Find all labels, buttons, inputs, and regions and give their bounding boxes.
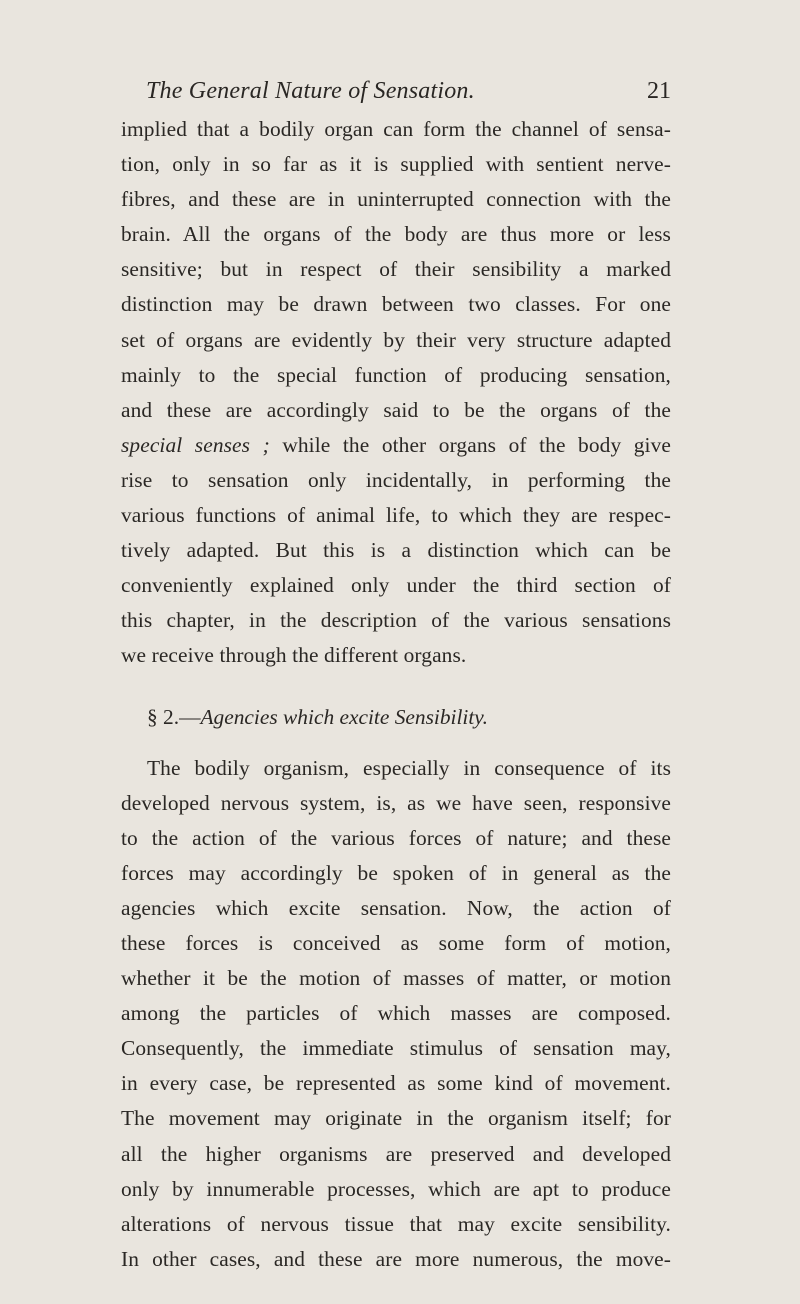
section-heading: [121, 699, 671, 735]
paragraph-1-line: sensitive; but in respect of their sensibility a marked: [121, 257, 671, 282]
paragraph-2-line: to the action of the various forces of nature; and these: [121, 825, 671, 850]
section-number: § 2.—: [147, 704, 201, 729]
paragraph-1-line: and these are accordingly said to be the organs of the: [121, 397, 671, 422]
paragraph-1-line: fibres, and these are in uninterrupted connection with the: [121, 187, 671, 212]
paragraph-2-line: all the higher organisms are preserved and developed: [121, 1141, 671, 1166]
body-text: [121, 112, 671, 1277]
paragraph-2-line: The bodily organism, especially in consequence of its: [147, 755, 671, 780]
running-title: The General Nature of Sensation.: [146, 78, 475, 104]
italic-term: special senses ;: [121, 432, 270, 457]
paragraph-1-line: mainly to the special function of producing sensation,: [121, 362, 671, 387]
paragraph-1-line: set of organs are evidently by their very structure adapted: [121, 327, 671, 352]
running-head: [121, 73, 671, 109]
paragraph-1-line: brain. All the organs of the body are thus more or less: [121, 222, 671, 247]
paragraph-2-line: whether it be the motion of masses of matter, or motion: [121, 966, 671, 991]
paragraph-2-line: developed nervous system, is, as we have seen, responsive: [121, 790, 671, 815]
paragraph-1-line: we receive through the different organs.: [121, 643, 467, 668]
line-remainder: while the other organs of the body give: [269, 432, 671, 457]
paragraph-1-line: rise to sensation only incidentally, in performing the: [121, 467, 671, 492]
paragraph-1-line: distinction may be drawn between two classes. For one: [121, 292, 671, 317]
paragraph-2-line: agencies which excite sensation. Now, the action of: [121, 895, 671, 920]
section-spacer: [121, 735, 671, 751]
paragraph-1-line: various functions of animal life, to which they are respec-: [121, 503, 671, 528]
paragraph-2-line: In other cases, and these are more numerous, the move-: [121, 1246, 671, 1271]
section-title: Agencies which excite Sensibility.: [200, 704, 488, 729]
paragraph-2-line: in every case, be represented as some kind of movement.: [121, 1071, 671, 1096]
paragraph-1-line: tion, only in so far as it is supplied with sentient nerve-: [121, 152, 671, 177]
paragraph-1-line-mixed: [121, 428, 671, 463]
paragraph-2-line: Consequently, the immediate stimulus of sensation may,: [121, 1036, 671, 1061]
paragraph-1-line: this chapter, in the description of the various sensations: [121, 608, 671, 633]
paragraph-1-line: conveniently explained only under the third section of: [121, 573, 671, 598]
paragraph-2-line: The movement may originate in the organism itself; for: [121, 1106, 671, 1131]
paragraph-2-line: among the particles of which masses are composed.: [121, 1001, 671, 1026]
paragraph-1-line: implied that a bodily organ can form the channel of sensa-: [121, 117, 671, 141]
paragraph-2-line: forces may accordingly be spoken of in general as the: [121, 860, 671, 885]
paragraph-2-line: these forces is conceived as some form of motion,: [121, 930, 671, 955]
paragraph-2-line: alterations of nervous tissue that may excite sensibility.: [121, 1211, 671, 1236]
page-number: 21: [647, 78, 671, 104]
paragraph-2-line: only by innumerable processes, which are apt to produce: [121, 1176, 671, 1201]
section-spacer: [121, 674, 671, 699]
paragraph-1-line: tively adapted. But this is a distinction which can be: [121, 538, 671, 563]
